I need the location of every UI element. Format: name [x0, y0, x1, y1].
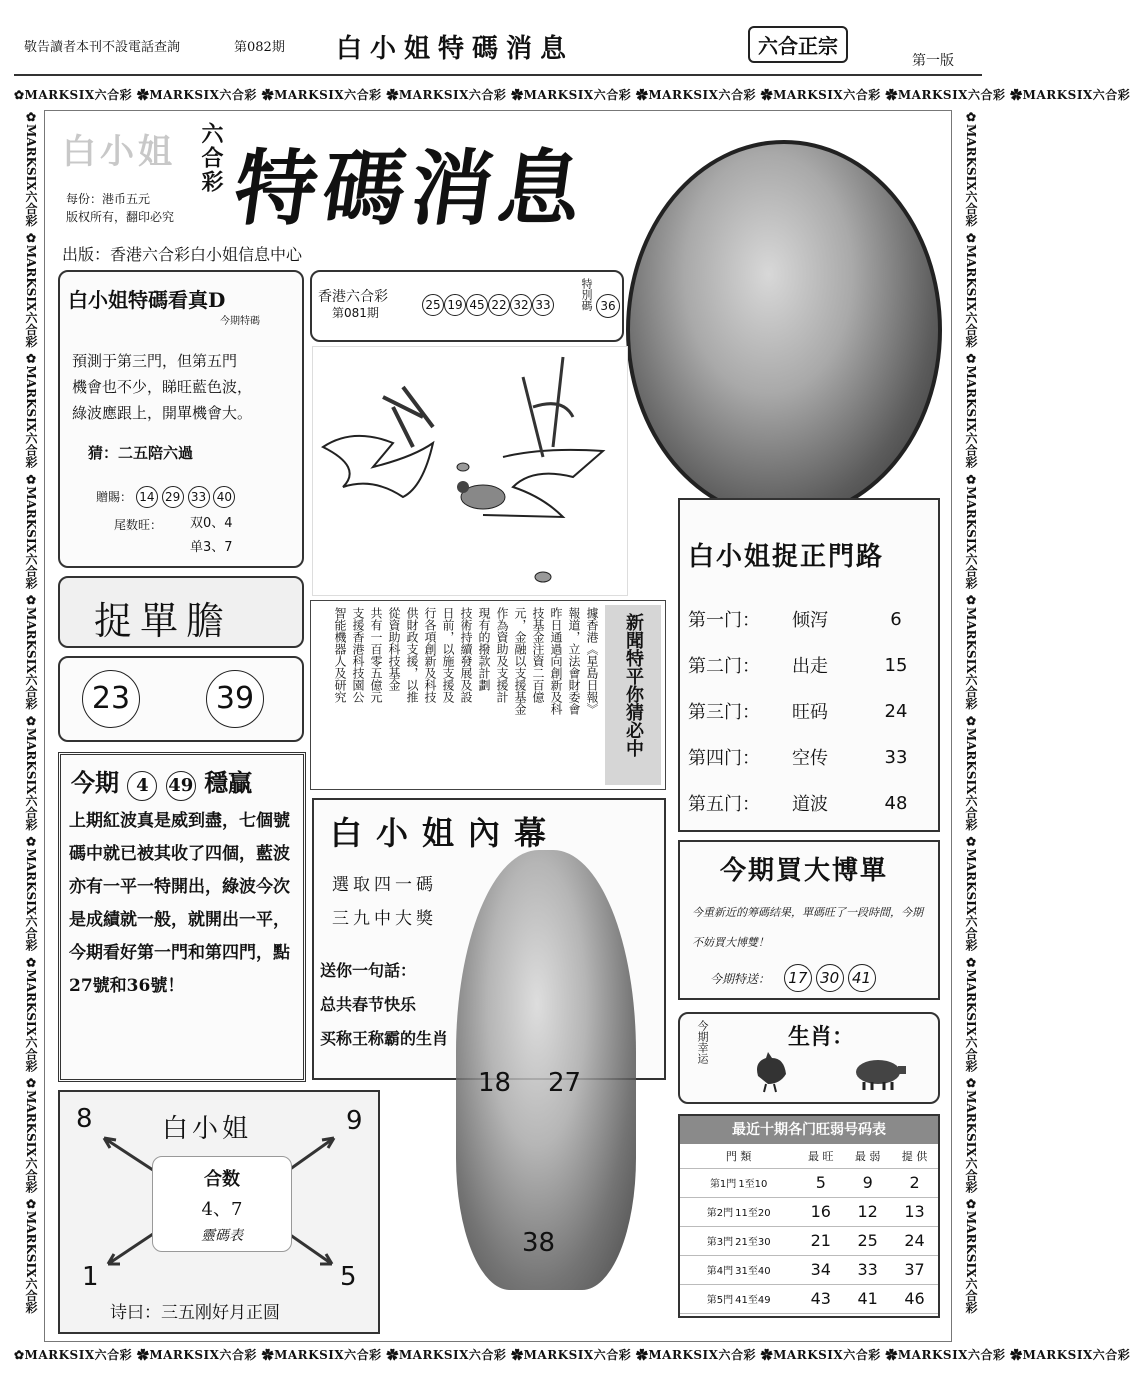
header-notice: 敬告讀者本刊不設電話查詢 — [24, 40, 181, 55]
masthead-brand: 白小姐 — [62, 132, 176, 172]
roads-box — [678, 498, 940, 832]
dabo-ball: 17 — [784, 964, 812, 992]
compass-center-sub: 靈碼表 — [201, 1228, 243, 1244]
rooster-icon — [750, 1048, 794, 1096]
road-row — [688, 780, 928, 826]
compass-poem: 诗曰：三五刚好月正圆 — [110, 1303, 280, 1323]
road-row — [688, 596, 928, 642]
news-column: 共有一百零五億元 — [369, 607, 383, 703]
hot-cell: 5 — [797, 1168, 844, 1197]
tema-subtitle: 今期特碼 — [220, 316, 260, 327]
dabo-title: 今期買大博單 — [720, 856, 889, 886]
col-header: 最 旺 — [797, 1144, 844, 1168]
offer-cell: 2 — [891, 1168, 938, 1197]
tema-gift — [96, 486, 235, 508]
road-label: 第一门： — [688, 610, 760, 631]
col-header: 提 供 — [891, 1144, 938, 1168]
win-suffix: 穩贏 — [204, 768, 253, 797]
win-ball: 4 — [127, 771, 157, 801]
record-table-title: 最近十期各门旺弱号码表 — [680, 1116, 938, 1144]
dabo-ball: 30 — [816, 964, 844, 992]
offer-cell: 46 — [891, 1284, 938, 1313]
tema-gift-label: 贈賜： — [96, 490, 133, 504]
tema-guess: 猜：二五陪六過 — [88, 444, 194, 462]
door-cell — [680, 1197, 797, 1226]
news-column: 技基金注資二百億 — [531, 607, 545, 703]
zhuodan-ball: 23 — [82, 670, 140, 728]
road-row — [688, 642, 928, 688]
road-row — [688, 688, 928, 734]
last-draw-name: 香港六合彩 — [318, 289, 388, 305]
dabo-box — [678, 840, 940, 1000]
compass-n8: 8 — [76, 1104, 93, 1134]
border-right-strip: ✿MARKSIX六合彩 ✿MARKSIX六合彩 ✿MARKSIX六合彩 ✿MARKSIX六合彩 ✿MARKSIX六合彩 ✿MARKSIX六合彩 ✿MARKSIX六合彩 ✿MARKSIX六合彩 ✿MARKSIX六合彩 ✿MARKSIX六合彩 — [964, 110, 978, 1314]
road-number: 33 — [884, 746, 908, 768]
zhuodan-numbers-box — [58, 656, 304, 742]
road-label: 第三门： — [688, 702, 760, 723]
news-column: 報道，立法會財委會 — [567, 607, 581, 715]
door-label: 第1門 — [709, 1179, 737, 1190]
header-issue: 第082期 — [234, 40, 285, 55]
road-label: 第四门： — [688, 748, 760, 769]
draw-ball: 25 — [422, 294, 444, 316]
compass-box — [58, 1090, 380, 1334]
road-row — [688, 734, 928, 780]
roads-rows — [688, 596, 928, 826]
news-column: 據香港《星島日報》 — [585, 607, 599, 715]
draw-ball: 22 — [488, 294, 510, 316]
pig-icon — [850, 1054, 908, 1094]
road-label: 第二门： — [688, 656, 760, 677]
inside-line-1: 選取四一碼 — [332, 875, 437, 895]
special-ball: 36 — [596, 294, 620, 318]
win-text: 上期紅波真是威到盡，七個號碼中就已被其收了四個，藍波亦有一平一特開出，綠波今次是成績就一般，就開出一平，今期看好第一門和第四門，點27號和36號！ — [69, 811, 290, 996]
dabo-text: 今重新近的筹碼结果，單碼旺了一段時間，今期不妨買大博雙！ — [692, 906, 923, 949]
dabo-gift-label: 今期特送： — [710, 972, 771, 986]
draw-ball: 32 — [510, 294, 532, 316]
road-number: 15 — [884, 654, 908, 676]
cover-photo — [626, 140, 942, 520]
win-head — [71, 763, 252, 801]
tema-tail-2: 单3、7 — [190, 540, 233, 555]
zhuodan-ball: 39 — [206, 670, 264, 728]
masthead-copyright: 版权所有，翻印必究 — [66, 210, 175, 224]
masthead-liuhecai: 六合彩 — [198, 122, 224, 194]
inside-line-2: 三九中大獎 — [332, 909, 437, 929]
header-badge: 六合正宗 — [748, 26, 848, 63]
road-number: 48 — [884, 792, 908, 814]
road-number: 6 — [890, 608, 902, 630]
inside-num-a: 18 — [478, 1068, 512, 1098]
gift-ball: 29 — [162, 486, 184, 508]
col-header: 最 弱 — [844, 1144, 891, 1168]
win-ball: 49 — [166, 771, 196, 801]
road-word: 空传 — [792, 748, 828, 769]
dabo-gift — [710, 964, 876, 992]
border-left-strip: ✿MARKSIX六合彩 ✿MARKSIX六合彩 ✿MARKSIX六合彩 ✿MARKSIX六合彩 ✿MARKSIX六合彩 ✿MARKSIX六合彩 ✿MARKSIX六合彩 ✿MARKSIX六合彩 ✿MARKSIX六合彩 ✿MARKSIX六合彩 — [24, 110, 38, 1314]
news-block — [310, 600, 666, 790]
road-label: 第五门： — [688, 794, 760, 815]
door-cell — [680, 1168, 797, 1197]
door-cell — [680, 1255, 797, 1284]
tema-box — [58, 270, 304, 568]
compass-center — [152, 1156, 292, 1252]
compass-title: 白小姐 — [162, 1114, 253, 1144]
door-range: 21至30 — [735, 1237, 771, 1248]
tema-title: 白小姐特碼看真D — [68, 288, 226, 312]
offer-cell: 13 — [891, 1197, 938, 1226]
compass-n1: 1 — [82, 1262, 99, 1292]
road-number: 24 — [884, 700, 908, 722]
hot-cell: 16 — [797, 1197, 844, 1226]
compass-n9: 9 — [346, 1106, 363, 1136]
roads-title: 白小姐捉正門路 — [688, 542, 885, 572]
table-row — [680, 1226, 938, 1255]
border-top-strip: ✿MARKSIX六合彩 ✿MARKSIX六合彩 ✿MARKSIX六合彩 ✿MARKSIX六合彩 ✿MARKSIX六合彩 ✿MARKSIX六合彩 ✿MARKSIX六合彩 ✿MARKSIX六合彩 ✿MARKSIX六合彩 — [14, 88, 1130, 102]
door-label: 第3門 — [706, 1237, 734, 1248]
tema-text-1: 預測于第三門，但第五門 — [72, 352, 238, 370]
news-column: 作為資助及支援計 — [495, 607, 509, 703]
border-bottom-strip: ✿MARKSIX六合彩 ✿MARKSIX六合彩 ✿MARKSIX六合彩 ✿MARKSIX六合彩 ✿MARKSIX六合彩 ✿MARKSIX六合彩 ✿MARKSIX六合彩 ✿MARKSIX六合彩 ✿MARKSIX六合彩 — [14, 1348, 1130, 1362]
news-column: 元，金融以支援基金 — [513, 607, 527, 715]
table-row — [680, 1284, 938, 1313]
zhuodan-title: 捉單膽 — [94, 599, 233, 643]
hot-cell: 34 — [797, 1255, 844, 1284]
news-column: 昨日通過向創新及科 — [549, 607, 563, 715]
news-column: 支援香港科技園公 — [351, 607, 365, 703]
last-draw-issue: 第081期 — [332, 306, 379, 320]
news-column: 日前，以施支援及 — [441, 607, 455, 703]
inside-title: 白小姐內幕 — [330, 814, 561, 852]
compass-center-nums: 4、7 — [201, 1199, 243, 1220]
cold-cell: 9 — [844, 1168, 891, 1197]
zhuodan-title-box — [58, 576, 304, 648]
news-headline-box — [605, 605, 661, 785]
tema-text-3: 綠波應跟上，開單機會大。 — [72, 404, 253, 422]
news-column: 技術持續發展及設 — [459, 607, 473, 703]
shengxiao-box — [678, 1012, 940, 1104]
road-word: 出走 — [792, 656, 828, 677]
offer-cell: 37 — [891, 1255, 938, 1284]
inside-phrase-2: 买称王称霸的生肖 — [320, 1029, 449, 1048]
hot-cell: 43 — [797, 1284, 844, 1313]
win-box — [58, 752, 306, 1082]
cold-cell: 12 — [844, 1197, 891, 1226]
last-draw-box — [310, 270, 624, 342]
door-range: 11至20 — [735, 1208, 771, 1219]
table-row — [680, 1197, 938, 1226]
dabo-ball: 41 — [848, 964, 876, 992]
tema-tail-label: 尾数旺： — [114, 518, 163, 532]
door-cell — [680, 1226, 797, 1255]
door-cell — [680, 1284, 797, 1313]
tema-tail-1: 双0、4 — [190, 516, 233, 531]
shengxiao-side: 今期幸运 — [696, 1020, 709, 1064]
news-column: 供財政支援，以推 — [405, 607, 419, 703]
road-word: 旺码 — [792, 702, 828, 723]
gift-ball: 33 — [188, 486, 210, 508]
special-label: 特別碼 — [580, 278, 593, 311]
road-word: 道波 — [792, 794, 828, 815]
hot-cell: 21 — [797, 1226, 844, 1255]
road-word: 倾泻 — [792, 610, 828, 631]
cold-cell: 41 — [844, 1284, 891, 1313]
compass-center-title: 合数 — [204, 1169, 240, 1190]
inside-say: 送你一句話： — [320, 961, 417, 980]
news-column: 行各項創新及科技 — [423, 607, 437, 703]
inside-num-b: 27 — [548, 1068, 582, 1098]
masthead-price: 每份：港币五元 — [66, 192, 151, 206]
header-edition: 第一版 — [912, 53, 954, 69]
draw-ball: 45 — [466, 294, 488, 316]
record-table — [680, 1144, 938, 1314]
cold-cell: 33 — [844, 1255, 891, 1284]
col-header: 門 類 — [680, 1144, 797, 1168]
door-range: 1至10 — [738, 1179, 768, 1190]
inside-phrase-1: 总共春节快乐 — [320, 995, 417, 1014]
door-label: 第4門 — [706, 1266, 734, 1277]
win-prefix: 今期 — [71, 768, 119, 797]
offer-cell: 24 — [891, 1226, 938, 1255]
compass-n5: 5 — [340, 1262, 357, 1292]
draw-ball: 19 — [444, 294, 466, 316]
cold-cell: 25 — [844, 1226, 891, 1255]
masthead-title: 特碼消息 — [228, 141, 594, 237]
tema-text-2: 機會也不少，睇旺藍色波， — [72, 378, 253, 396]
news-column: 智能機器人及研究 — [333, 607, 347, 703]
gift-ball: 40 — [213, 486, 235, 508]
news-column: 現有的撥款計劃 — [477, 607, 491, 691]
header-bar — [14, 14, 982, 76]
door-label: 第2門 — [706, 1208, 734, 1219]
masthead-publisher: 出版：香港六合彩白小姐信息中心 — [62, 245, 303, 264]
news-column: 從資助科技基金 — [387, 607, 401, 691]
inside-num-c: 38 — [522, 1228, 556, 1258]
last-draw-numbers — [422, 294, 554, 316]
ink-illustration — [312, 346, 628, 596]
news-columns — [331, 607, 601, 783]
shengxiao-title: 生肖： — [788, 1024, 855, 1050]
news-headline: 新聞特平你猜必中 — [623, 613, 644, 757]
draw-ball: 33 — [532, 294, 554, 316]
record-table-box — [678, 1114, 940, 1318]
door-range: 31至40 — [735, 1266, 771, 1277]
table-row — [680, 1255, 938, 1284]
door-range: 41至49 — [735, 1295, 771, 1306]
header-title: 白小姐特碼消息 — [336, 34, 575, 64]
gift-ball: 14 — [136, 486, 158, 508]
door-label: 第5門 — [706, 1295, 734, 1306]
table-row — [680, 1168, 938, 1197]
